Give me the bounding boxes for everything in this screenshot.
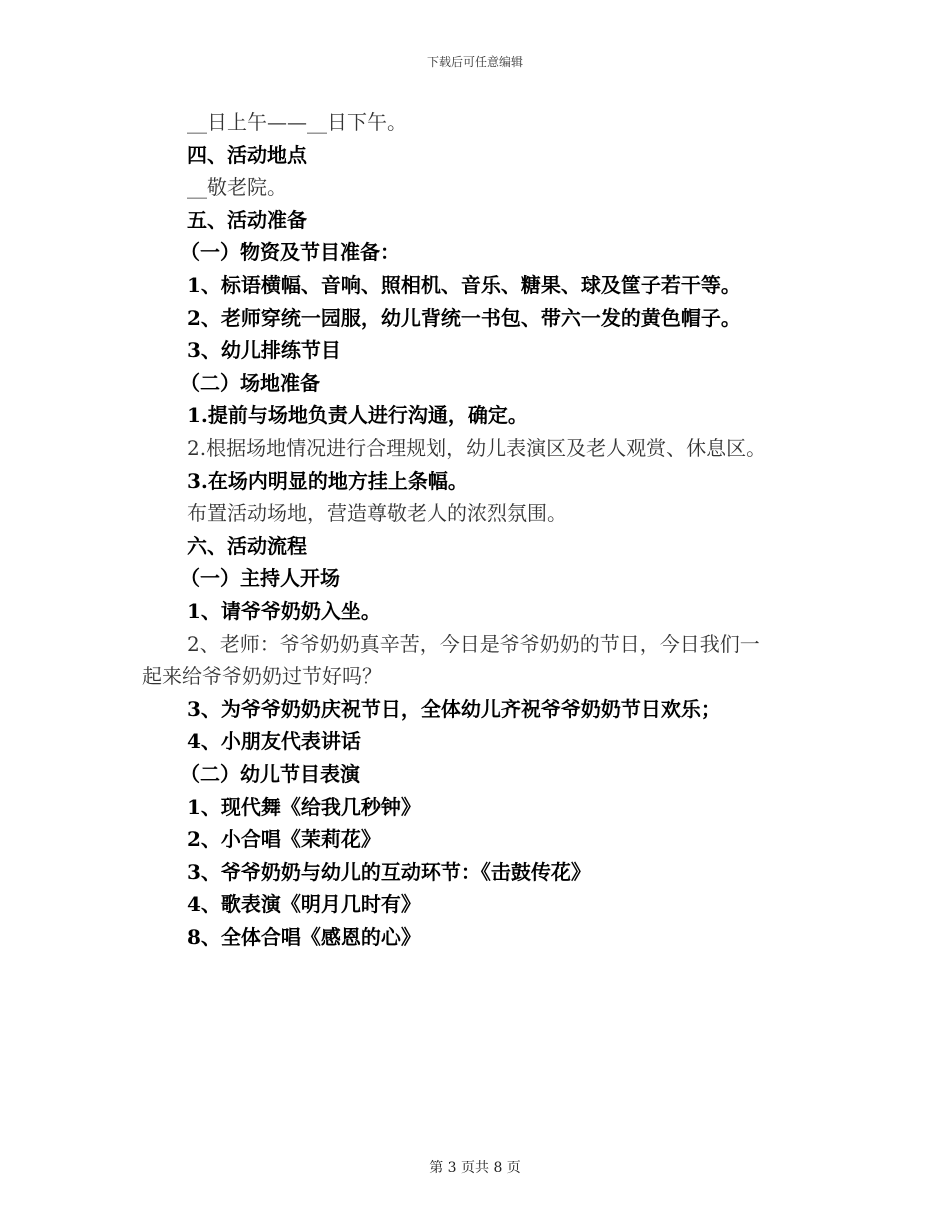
text-line: 2、老师穿统一园服，幼儿背统一书包、带六一发的黄色帽子。 [187,306,741,330]
text-line: 3、幼儿排练节目 [187,338,341,362]
text-line: 布置活动场地，营造尊敬老人的浓烈氛围。 [187,501,567,525]
text-line: __日上午——__日下午。 [187,110,407,134]
text-line: 1、现代舞《给我几秒钟》 [187,795,421,819]
text-line: 3、为爷爷奶奶庆祝节日，全体幼儿齐祝爷爷奶奶节日欢乐； [187,697,721,721]
text-line: （二）幼儿节目表演 [180,762,360,786]
text-line: （二）场地准备 [180,371,320,395]
text-line: 1.提前与场地负责人进行沟通，确定。 [187,403,528,427]
text-line: 2、老师：爷爷奶奶真辛苦，今日是爷爷奶奶的节日，今日我们一 [187,632,760,656]
text-line: 3、爷爷奶奶与幼儿的互动环节：《击鼓传花》 [187,860,591,884]
text-line: 1、标语横幅、音响、照相机、音乐、糖果、球及筐子若干等。 [187,273,741,297]
page-header: 下载后可任意编辑 [426,55,523,69]
text-line: 2、小合唱《茉莉花》 [187,827,381,851]
text-line: （一）物资及节目准备： [180,240,400,264]
text-line: __敬老院。 [187,175,287,199]
text-line: 3.在场内明显的地方挂上条幅。 [187,469,468,493]
text-line: 2.根据场地情况进行合理规划，幼儿表演区及老人观赏、休息区。 [187,436,767,460]
text-line: 四、活动地点 [187,143,307,167]
text-line: 五、活动准备 [187,208,307,232]
text-line: 8、全体合唱《感恩的心》 [187,925,421,949]
text-line: 1、请爷爷奶奶入坐。 [187,599,381,623]
page-footer: 第 3 页共 8 页 [429,1160,521,1176]
text-line: 4、歌表演《明月几时有》 [187,892,421,916]
text-line: 起来给爷爷奶奶过节好吗？ [142,664,382,688]
text-line: （一）主持人开场 [180,566,340,590]
text-line: 4、小朋友代表讲话 [187,729,361,753]
text-line: 六、活动流程 [187,534,307,558]
